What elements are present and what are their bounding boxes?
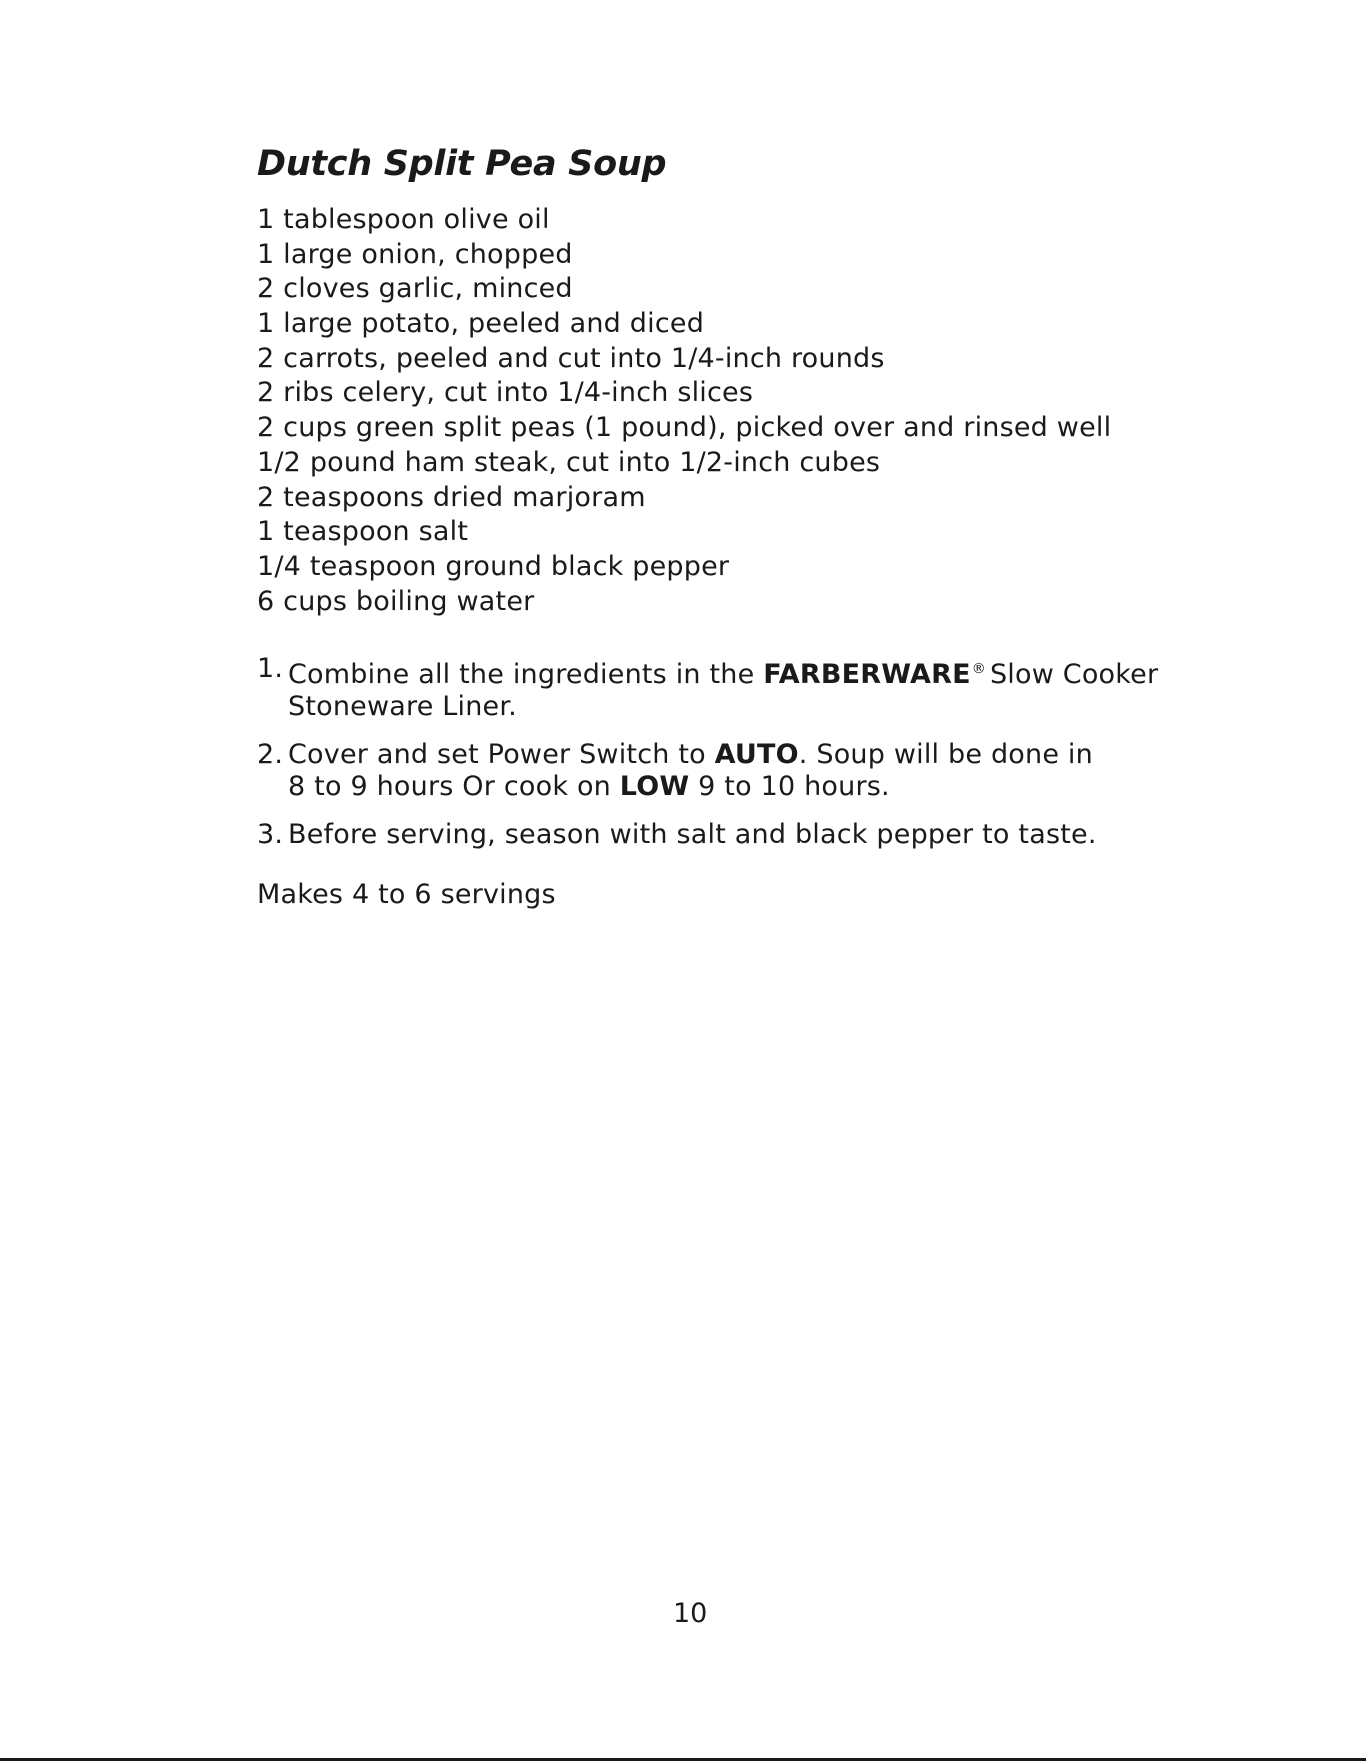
recipe-yield: Makes 4 to 6 servings bbox=[257, 879, 556, 910]
step-line bbox=[288, 739, 1093, 770]
ingredient-item: 2 cups green split peas (1 pound), picked over and rinsed well bbox=[257, 412, 1112, 444]
ingredient-item: 1/2 pound ham steak, cut into 1/2-inch cubes bbox=[257, 446, 881, 478]
ingredient-item: 1 large potato, peeled and diced bbox=[257, 308, 705, 340]
step-text-segment: 8 to 9 hours Or cook on bbox=[288, 771, 620, 802]
step-text-segment: . Soup will be done in bbox=[798, 739, 1093, 770]
setting-name: AUTO bbox=[714, 739, 799, 770]
ingredient-item: 6 cups boiling water bbox=[257, 585, 535, 617]
step-line: Stoneware Liner. bbox=[288, 691, 517, 722]
ingredient-item: 1 tablespoon olive oil bbox=[257, 204, 550, 235]
instruction-step-1 bbox=[257, 653, 1158, 723]
step-number: 2. bbox=[257, 739, 284, 770]
brand-name: FARBERWARE bbox=[763, 659, 971, 690]
step-text-segment: 9 to 10 hours. bbox=[689, 771, 890, 802]
step-text-segment: Combine all the ingredients in the bbox=[288, 659, 764, 690]
ingredient-item: 1/4 teaspoon ground black pepper bbox=[257, 550, 730, 582]
step-text-segment: Slow Cooker bbox=[989, 659, 1159, 690]
ingredient-item: 2 teaspoons dried marjoram bbox=[257, 481, 646, 513]
page-number: 10 bbox=[673, 1598, 708, 1629]
step-text: Before serving, season with salt and black pepper to taste. bbox=[288, 819, 1097, 850]
step-line bbox=[288, 659, 1158, 690]
step-line bbox=[288, 771, 890, 802]
ingredient-item: 2 cloves garlic, minced bbox=[257, 273, 573, 305]
instruction-step-2 bbox=[257, 739, 1158, 803]
step-text bbox=[288, 739, 1093, 803]
ingredient-item: 1 large onion, chopped bbox=[257, 238, 573, 270]
registered-mark: ® bbox=[971, 661, 986, 677]
instruction-step-3 bbox=[257, 819, 1158, 851]
ingredient-item: 2 ribs celery, cut into 1/4-inch slices bbox=[257, 377, 754, 409]
step-text-segment: Cover and set Power Switch to bbox=[288, 739, 715, 770]
ingredient-list bbox=[257, 203, 1111, 619]
setting-name: LOW bbox=[619, 771, 690, 802]
recipe-title: Dutch Split Pea Soup bbox=[257, 144, 667, 184]
ingredient-item: 2 carrots, peeled and cut into 1/4-inch rounds bbox=[257, 342, 885, 374]
step-text bbox=[288, 653, 1158, 723]
ingredient-item: 1 teaspoon salt bbox=[257, 516, 469, 548]
step-number: 1. bbox=[257, 653, 284, 684]
instruction-steps bbox=[257, 653, 1158, 867]
step-number: 3. bbox=[257, 819, 284, 850]
